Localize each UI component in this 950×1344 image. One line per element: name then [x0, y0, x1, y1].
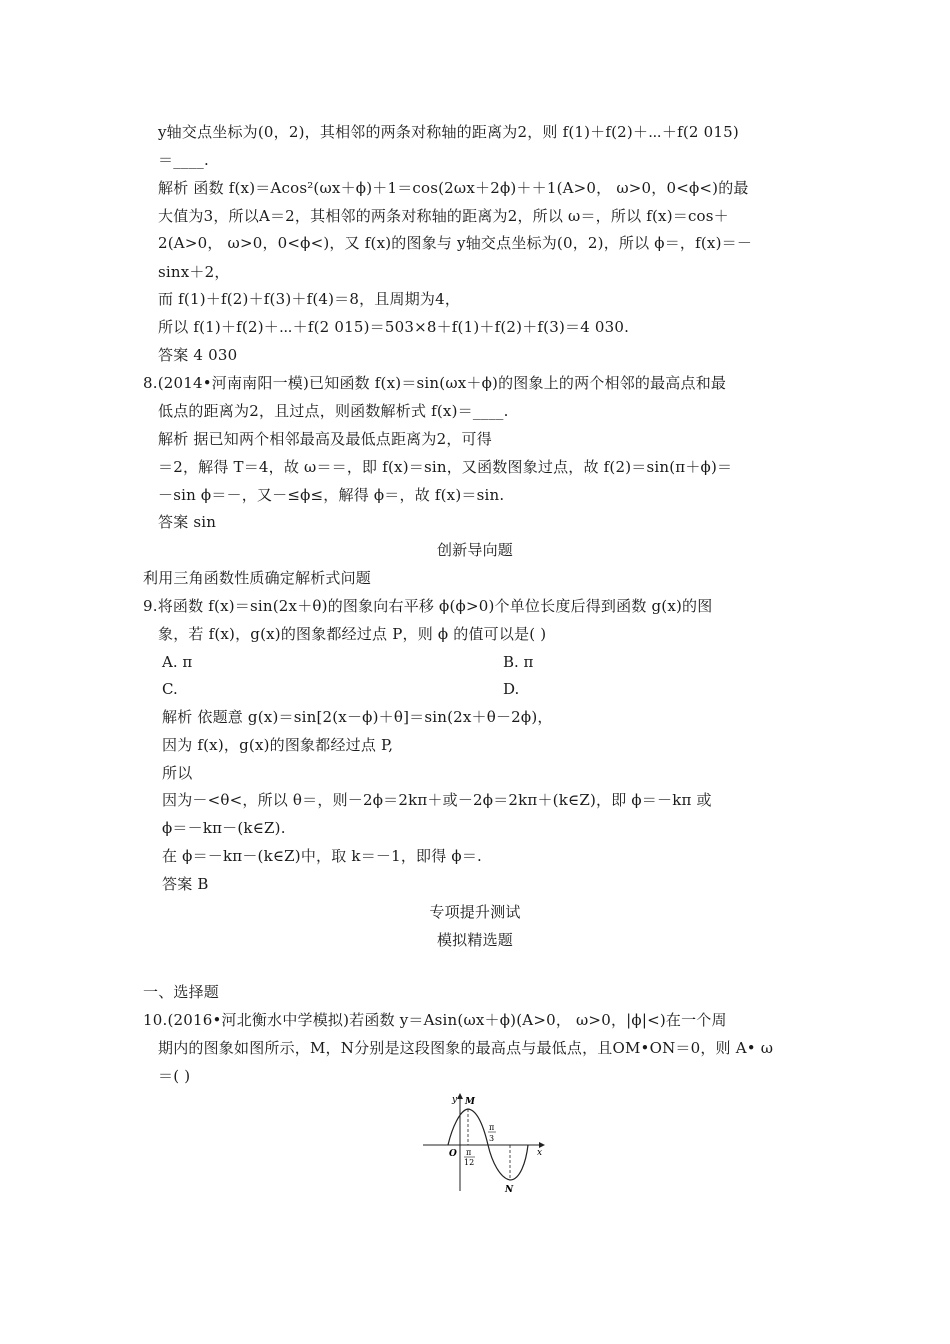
- text-line: 低点的距离为2，且过点，则函数解析式 f(x)＝____.: [158, 402, 509, 420]
- option-b: B. π: [503, 653, 534, 671]
- answer-line: 答案 B: [162, 875, 209, 893]
- text-line: 所以: [162, 764, 193, 782]
- text-line: 象，若 f(x)，g(x)的图象都经过点 P，则 ϕ 的值可以是( ): [158, 625, 547, 643]
- text-line: 2(A>0， ω>0，0<ϕ<)，又 f(x)的图象与 y轴交点坐标为(0，2)，所以 ϕ＝，f(x)＝－: [158, 234, 753, 252]
- tick-pi-3-numerator: π: [489, 1123, 495, 1132]
- section-heading: 模拟精选题: [436, 931, 513, 949]
- text-line: 解析 函数 f(x)＝Acos²(ωx＋ϕ)＋1＝cos(2ωx＋2ϕ)＋＋1(A>0， ω>0，0<ϕ<)的最: [158, 179, 749, 197]
- text-line: 所以 f(1)＋f(2)＋⋯＋f(2 015)＝503×8＋f(1)＋f(2)＋f(3)＝4 030.: [158, 318, 630, 336]
- text-line: 而 f(1)＋f(2)＋f(3)＋f(4)＝8，且周期为4，: [158, 290, 461, 308]
- text-line: 解析 依题意 g(x)＝sin[2(x－ϕ)＋θ]＝sin(2x＋θ－2ϕ)，: [162, 708, 553, 726]
- sine-graph-figure: [420, 1088, 550, 1194]
- option-d: D.: [503, 680, 520, 698]
- question-8: 8.(2014•河南南阳一模)已知函数 f(x)＝sin(ωx＋ϕ)的图象上的两个相邻的最高点和最: [143, 374, 727, 392]
- text-line: 在 ϕ＝－kπ－(k∈Z)中，取 k＝－1，即得 ϕ＝.: [162, 847, 483, 865]
- option-a: A. π: [162, 653, 193, 671]
- option-c: C.: [162, 680, 178, 698]
- tick-pi-12-denominator: 12: [464, 1158, 475, 1167]
- text-line: 因为 f(x)，g(x)的图象都经过点 P,: [162, 736, 394, 754]
- text-line: ＝( ): [158, 1067, 191, 1085]
- question-9: 9.将函数 f(x)＝sin(2x＋θ)的图象向右平移 ϕ(ϕ>0)个单位长度后得到函数 g(x)的图: [143, 597, 713, 615]
- origin-label: O: [449, 1149, 457, 1159]
- section-heading: 创新导向题: [436, 541, 513, 559]
- question-10: 10.(2016•河北衡水中学模拟)若函数 y＝Asin(ωx＋ϕ)(A>0， ω>0，|ϕ|<)在一个周: [143, 1011, 727, 1029]
- text-line: －sin ϕ＝－，又－≤ϕ≤，解得 ϕ＝，故 f(x)＝sin.: [158, 486, 505, 504]
- part-heading: 一、选择题: [143, 983, 220, 1001]
- text-line: 期内的图象如图所示，M，N分别是这段图象的最高点与最低点，且OM•ON＝0，则 A• ω: [158, 1039, 774, 1057]
- answer-line: 答案 4 030: [158, 346, 238, 364]
- text-line: ϕ＝－kπ－(k∈Z).: [162, 819, 286, 837]
- section-heading: 专项提升测试: [429, 903, 521, 921]
- tick-pi-3-denominator: 3: [489, 1134, 495, 1143]
- tick-pi-12-numerator: π: [466, 1148, 472, 1157]
- y-axis-label: y: [452, 1095, 458, 1105]
- text-line: 大值为3，所以A＝2，其相邻的两条对称轴的距离为2，所以 ω＝，所以 f(x)＝cos＋: [158, 207, 729, 225]
- subsection-heading: 利用三角函数性质确定解析式问题: [143, 569, 372, 587]
- text-line: 因为－<θ<，所以 θ＝，则－2ϕ＝2kπ＋或－2ϕ＝2kπ＋(k∈Z)，即 ϕ＝－kπ 或: [162, 791, 712, 809]
- text-line: sinx＋2，: [158, 263, 230, 281]
- point-n-label: N: [505, 1185, 514, 1194]
- text-line: ＝____.: [158, 151, 209, 169]
- text-line: ＝2，解得 T＝4，故 ω＝＝，即 f(x)＝sin，又函数图象过点，故 f(2)＝sin(π＋ϕ)＝: [158, 458, 733, 476]
- text-line: 解析 据已知两个相邻最高及最低点距离为2，可得: [158, 430, 492, 448]
- point-m-label: M: [465, 1097, 475, 1107]
- answer-line: 答案 sin: [158, 513, 217, 531]
- text-line: y轴交点坐标为(0，2)，其相邻的两条对称轴的距离为2，则 f(1)＋f(2)＋⋯＋f(2 015): [158, 123, 739, 141]
- x-axis-label: x: [537, 1148, 543, 1158]
